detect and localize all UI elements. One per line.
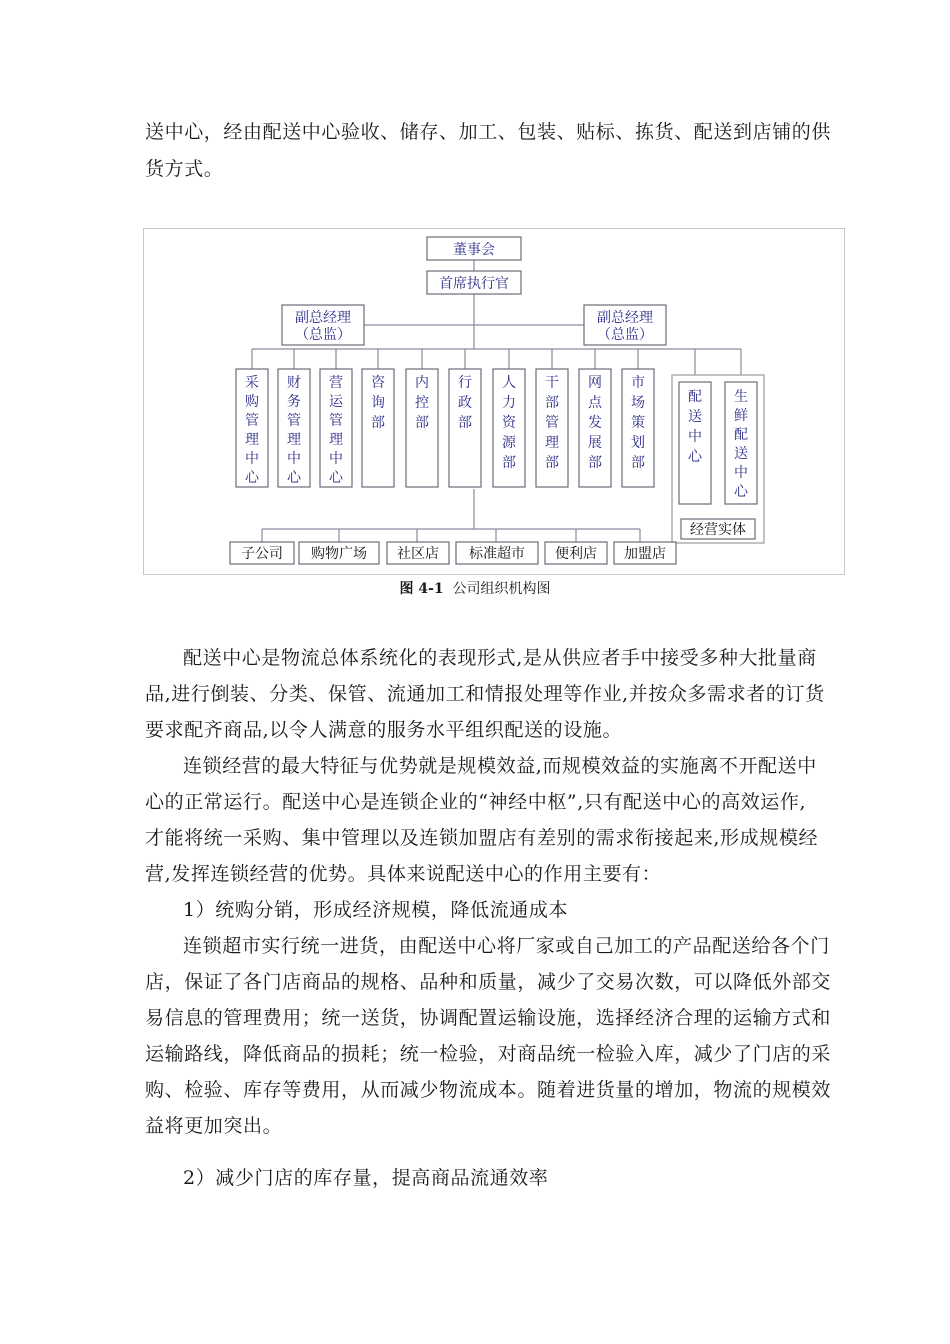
- dept-box: [236, 369, 268, 487]
- dept-label: 市场策划部: [631, 375, 645, 471]
- svg-text:（总监）: （总监）: [597, 327, 653, 343]
- dept-box: [406, 369, 438, 487]
- dept-label: 营运管理中心: [329, 375, 343, 486]
- store-box: [230, 542, 294, 564]
- vp-left-box: [282, 305, 364, 345]
- entity-label: 生鲜配送中心: [734, 389, 748, 500]
- svg-text:社区店: 社区店: [397, 546, 439, 562]
- dept-box: [320, 369, 352, 487]
- p1-line-2: 品,进行倒装、分类、保管、流通加工和情报处理等作业,并按众多需求者的订货: [145, 683, 825, 705]
- intro-line-2: 货方式。: [145, 158, 224, 180]
- figure-caption-number: 图 4-1: [399, 581, 444, 597]
- svg-text:加盟店: 加盟店: [624, 546, 666, 562]
- svg-text:副总经理: 副总经理: [597, 310, 653, 326]
- p3-line-1: 连锁超市实行统一进货，由配送中心将厂家或自己加工的产品配送给各个门: [183, 935, 830, 957]
- heading-1: 1）统购分销，形成经济规模，降低流通成本: [183, 899, 569, 921]
- entity-group: [672, 375, 764, 543]
- svg-text:首席执行官: 首席执行官: [439, 276, 509, 292]
- svg-text:购物广场: 购物广场: [311, 546, 367, 562]
- svg-text:副总经理: 副总经理: [295, 310, 351, 326]
- dept-label: 行政部: [458, 375, 472, 431]
- dept-box: [362, 369, 394, 487]
- p2-line-4: 营,发挥连锁经营的优势。具体来说配送中心的作用主要有：: [145, 863, 662, 885]
- p3-line-2: 店，保证了各门店商品的规格、品种和质量，减少了交易次数，可以降低外部交: [145, 971, 832, 993]
- intro-line-1: 送中心，经由配送中心验收、储存、加工、包装、贴标、拣货、配送到店铺的供: [145, 121, 832, 143]
- dept-box: [449, 369, 481, 487]
- p3-line-6: 益将更加突出。: [145, 1115, 283, 1137]
- dept-label: 采购管理中心: [245, 375, 259, 486]
- p1-line-1: 配送中心是物流总体系统化的表现形式,是从供应者手中接受多种大批量商: [183, 647, 817, 669]
- dept-label: 咨询部: [371, 375, 385, 431]
- svg-text:董事会: 董事会: [453, 242, 495, 258]
- figure-caption-text: 公司组织机构图: [452, 581, 551, 597]
- p3-line-4: 运输路线，降低商品的损耗；统一检验，对商品统一检验入库，减少了门店的采: [145, 1043, 832, 1065]
- p3-line-5: 购、检验、库存等费用，从而减少物流成本。随着进货量的增加，物流的规模效: [145, 1079, 832, 1101]
- dept-label: 人力资源部: [502, 375, 516, 471]
- dept-label: 内控部: [415, 375, 429, 431]
- p2-line-3: 才能将统一采购、集中管理以及连锁加盟店有差别的需求衔接起来,形成规模经: [145, 827, 819, 849]
- store-box: [299, 542, 379, 564]
- vp-right-box: [584, 305, 666, 345]
- dept-label: 干部管理部: [545, 375, 559, 471]
- p2-line-1: 连锁经营的最大特征与优势就是规模效益,而规模效益的实施离不开配送中: [183, 755, 817, 777]
- dept-box: [622, 369, 654, 487]
- board-box: [427, 237, 521, 260]
- store-box: [614, 542, 676, 564]
- entity-group-label: 经营实体: [690, 522, 746, 538]
- dept-box: [493, 369, 525, 487]
- p2-line-2: 心的正常运行。配送中心是连锁企业的“神经中枢”,只有配送中心的高效运作,: [145, 791, 807, 813]
- dept-label: 网点发展部: [588, 375, 602, 471]
- svg-text:便利店: 便利店: [555, 546, 597, 562]
- figure-caption: [0, 578, 950, 598]
- store-box: [545, 542, 607, 564]
- dept-label: 财务管理中心: [287, 375, 301, 486]
- p3-line-3: 易信息的管理费用；统一送货，协调配置运输设施，选择经济合理的运输方式和: [145, 1007, 832, 1029]
- org-chart: [144, 229, 846, 576]
- svg-text:（总监）: （总监）: [295, 327, 351, 343]
- p1-line-3: 要求配齐商品,以令人满意的服务水平组织配送的设施。: [145, 719, 623, 741]
- dept-box: [278, 369, 310, 487]
- dept-box: [579, 369, 611, 487]
- heading-2: 2）减少门店的库存量，提高商品流通效率: [183, 1167, 549, 1189]
- entity-label: 配送中心: [688, 389, 702, 465]
- svg-text:标准超市: 标准超市: [469, 546, 525, 562]
- store-box: [456, 542, 538, 564]
- dept-box: [536, 369, 568, 487]
- store-box: [387, 542, 449, 564]
- svg-text:子公司: 子公司: [241, 546, 283, 562]
- ceo-box: [427, 271, 521, 294]
- org-chart-figure: [143, 228, 845, 575]
